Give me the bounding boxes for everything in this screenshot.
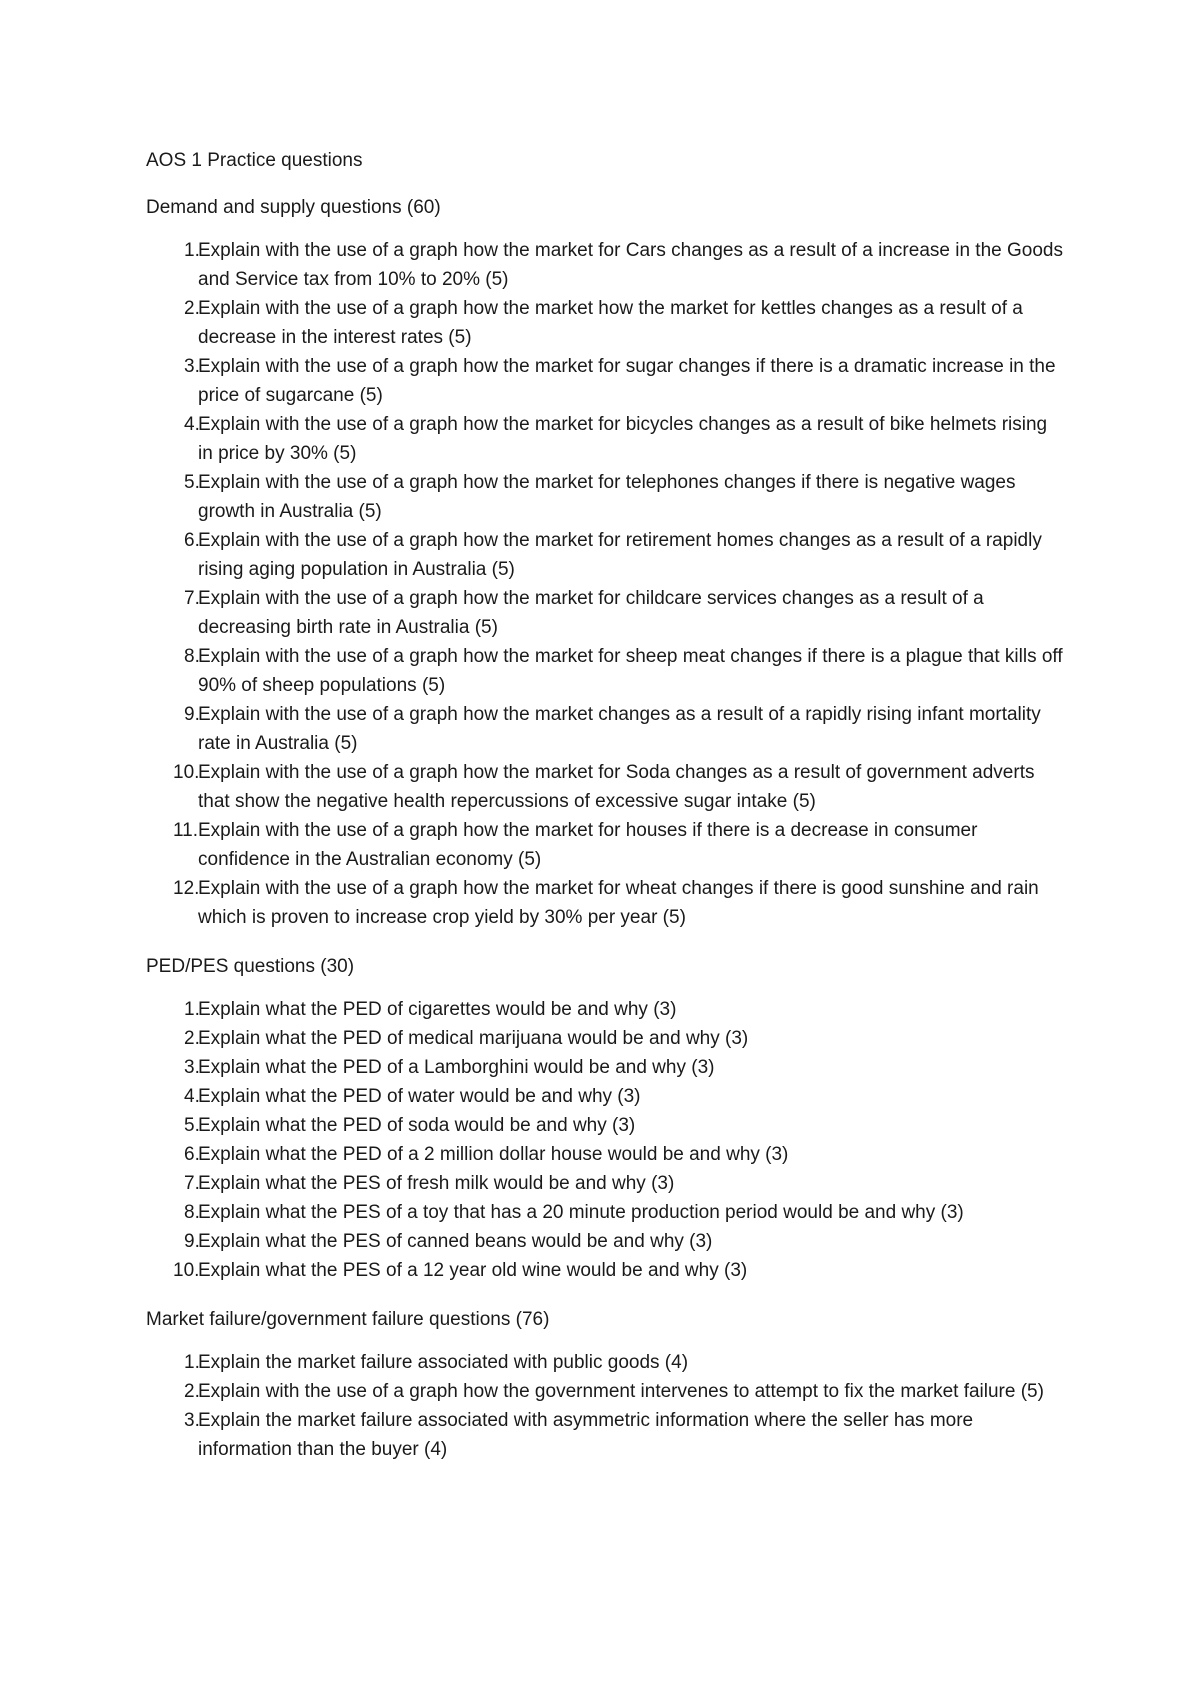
question-text: Explain with the use of a graph how the market changes as a result of a rapidly rising infant mortality rate in Australia (5) — [198, 704, 1041, 754]
question-text: Explain with the use of a graph how the market for sheep meat changes if there is a plague that kills off 90% of sheep populations (5) — [198, 646, 1063, 696]
list-item — [146, 1227, 1066, 1256]
question-number: 1. — [184, 1352, 200, 1373]
question-text: Explain what the PED of a 2 million dollar house would be and why (3) — [198, 1144, 789, 1165]
question-number: 10. — [173, 762, 200, 783]
list-item — [146, 1256, 1066, 1285]
question-number: 9. — [184, 1231, 200, 1252]
question-number: 6. — [184, 1144, 200, 1165]
list-item — [146, 1053, 1066, 1082]
question-number: 9. — [184, 704, 200, 725]
question-text: Explain with the use of a graph how the market for telephones changes if there is negative wages growth in Australia (5) — [198, 472, 1016, 522]
question-text: Explain with the use of a graph how the market for Cars changes as a result of a increase in the Goods and Service tax from 10% to 20% (5) — [198, 240, 1063, 290]
list-item — [146, 1140, 1066, 1169]
question-number: 5. — [184, 1115, 200, 1136]
list-item — [146, 526, 1066, 584]
question-text: Explain what the PED of medical marijuana would be and why (3) — [198, 1028, 749, 1049]
question-number: 11. — [173, 820, 199, 841]
list-item — [146, 1348, 1066, 1377]
list-item — [146, 584, 1066, 642]
question-number: 6. — [184, 530, 200, 551]
question-number: 7. — [184, 588, 200, 609]
list-item — [146, 758, 1066, 816]
list-item — [146, 1082, 1066, 1111]
list-item — [146, 700, 1066, 758]
question-text: Explain with the use of a graph how the market how the market for kettles changes as a result of a decrease in the interest rates (5) — [198, 298, 1023, 348]
document-title: AOS 1 Practice questions — [146, 150, 363, 171]
question-text: Explain with the use of a graph how the market for houses if there is a decrease in consumer confidence in the Australian economy (5) — [198, 820, 978, 870]
question-text: Explain with the use of a graph how the market for bicycles changes as a result of bike helmets rising in price by 30% (5) — [198, 414, 1048, 464]
list-item — [146, 468, 1066, 526]
question-list-demand-supply — [146, 236, 1066, 932]
list-item — [146, 236, 1066, 294]
question-number: 2. — [184, 298, 200, 319]
question-text: Explain with the use of a graph how the market for retirement homes changes as a result of a rapidly rising aging population in Australia (5) — [198, 530, 1042, 580]
question-text: Explain the market failure associated with public goods (4) — [198, 1352, 689, 1373]
question-text: Explain with the use of a graph how the market for Soda changes as a result of government adverts that show the negative health repercussions of excessive sugar intake (5) — [198, 762, 1035, 812]
question-number: 4. — [184, 414, 200, 435]
section-heading-demand-supply: Demand and supply questions (60) — [146, 197, 441, 218]
question-text: Explain with the use of a graph how the government intervenes to attempt to fix the market failure (5) — [198, 1381, 1044, 1402]
list-item — [146, 1111, 1066, 1140]
list-item — [146, 1406, 1066, 1464]
question-number: 3. — [184, 356, 200, 377]
question-list-ped-pes — [146, 995, 1066, 1285]
question-number: 12. — [173, 878, 200, 899]
section-heading-ped-pes: PED/PES questions (30) — [146, 956, 355, 977]
list-item — [146, 995, 1066, 1024]
question-text: Explain what the PED of water would be and why (3) — [198, 1086, 641, 1107]
list-item — [146, 1169, 1066, 1198]
question-number: 10. — [173, 1260, 200, 1281]
list-item — [146, 1024, 1066, 1053]
question-number: 3. — [184, 1410, 200, 1431]
question-text: Explain what the PES of fresh milk would be and why (3) — [198, 1173, 675, 1194]
question-text: Explain what the PED of soda would be and why (3) — [198, 1115, 636, 1136]
list-item — [146, 642, 1066, 700]
list-item — [146, 874, 1066, 932]
question-number: 8. — [184, 646, 200, 667]
question-number: 7. — [184, 1173, 200, 1194]
question-number: 8. — [184, 1202, 200, 1223]
question-text: Explain what the PED of a Lamborghini would be and why (3) — [198, 1057, 715, 1078]
question-text: Explain what the PED of cigarettes would be and why (3) — [198, 999, 677, 1020]
question-number: 3. — [184, 1057, 200, 1078]
question-text: Explain with the use of a graph how the market for sugar changes if there is a dramatic increase in the price of sugarcane (5) — [198, 356, 1056, 406]
question-number: 1. — [184, 999, 200, 1020]
question-number: 1. — [184, 240, 200, 261]
question-number: 4. — [184, 1086, 200, 1107]
document-body — [146, 146, 1066, 1484]
question-text: Explain with the use of a graph how the market for wheat changes if there is good sunshine and rain which is proven to increase crop yield by 30% per year (5) — [198, 878, 1039, 928]
question-text: Explain with the use of a graph how the market for childcare services changes as a result of a decreasing birth rate in Australia (5) — [198, 588, 984, 638]
list-item — [146, 352, 1066, 410]
question-text: Explain what the PES of a 12 year old wine would be and why (3) — [198, 1260, 748, 1281]
question-text: Explain the market failure associated with asymmetric information where the seller has more information than the buyer (4) — [198, 1410, 974, 1460]
list-item — [146, 410, 1066, 468]
question-number: 2. — [184, 1028, 200, 1049]
list-item — [146, 816, 1066, 874]
question-list-market-failure — [146, 1348, 1066, 1464]
list-item — [146, 1377, 1066, 1406]
question-number: 2. — [184, 1381, 200, 1402]
question-text: Explain what the PES of canned beans would be and why (3) — [198, 1231, 713, 1252]
question-number: 5. — [184, 472, 200, 493]
question-text: Explain what the PES of a toy that has a 20 minute production period would be and why (3) — [198, 1202, 964, 1223]
section-heading-market-failure: Market failure/government failure questions (76) — [146, 1309, 550, 1330]
list-item — [146, 1198, 1066, 1227]
list-item — [146, 294, 1066, 352]
